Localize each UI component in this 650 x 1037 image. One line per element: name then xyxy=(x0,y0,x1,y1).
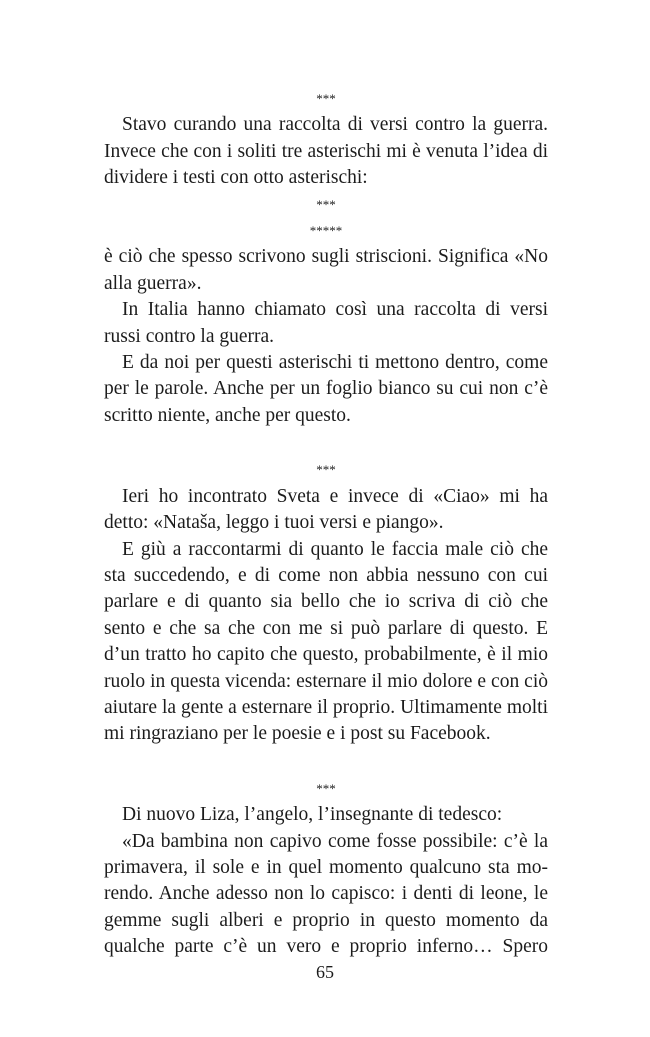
paragraph: «Da bambina non capivo come fosse possibile: c’è la primavera, il sole e in quel momento qualcuno sta morendo. Anche adesso non lo capisco: i denti di leone, le gemme sugli alberi e proprio in questo momento da qualche parte c’è un vero e proprio inferno… Spero xyxy=(104,830,548,958)
paragraph: E da noi per questi asterischi ti mettono dentro, come per le parole. Anche per un foglio bianco su cui non c’è scritto niente, anche per questo. xyxy=(104,352,548,426)
paragraph: Di nuovo Liza, l’angelo, l’insegnante di tedesco: xyxy=(122,804,503,826)
asterisks-line-2: ***** xyxy=(309,223,343,239)
paragraph: Ieri ho incontrato Sveta e invece di «Ciao» mi ha detto: «Nataša, leggo i tuoi versi e piango». xyxy=(104,485,548,534)
paragraph: In Italia hanno chiamato così una raccolta di versi russi contro la guerra. xyxy=(104,299,548,347)
section-divider: *** xyxy=(316,780,336,796)
paragraph: è ciò che spesso scrivono sugli striscioni. Significa «No alla guerra». xyxy=(104,246,548,294)
asterisks-line-1: *** xyxy=(316,196,336,212)
section-divider: *** xyxy=(316,91,336,106)
section-divider: *** xyxy=(316,462,336,478)
paragraph: Stavo curando una raccolta di versi contro la guerra. Invece che con i soliti tre asterischi mi è venuta l’idea di dividere i testi con otto asterischi: xyxy=(104,114,548,189)
paragraph: E giù a raccontarmi di quanto le faccia male ciò che sta succedendo, e di come non abbia nessuno con cui parlare e di quanto sia bello che io scriva di ciò che sento e che sa che con me si può parlare di questo. E d’un tratto ho capito che questo, probabilmente, è il mio ruolo in questa vicenda: esternare il mio dolore e con ciò aiutare la gente a esternare il proprio. Ultimamente molti mi ringraziano per le poesie e i post su Facebook. xyxy=(104,538,548,745)
page-number: 65 xyxy=(316,962,334,982)
page-body xyxy=(104,86,548,961)
